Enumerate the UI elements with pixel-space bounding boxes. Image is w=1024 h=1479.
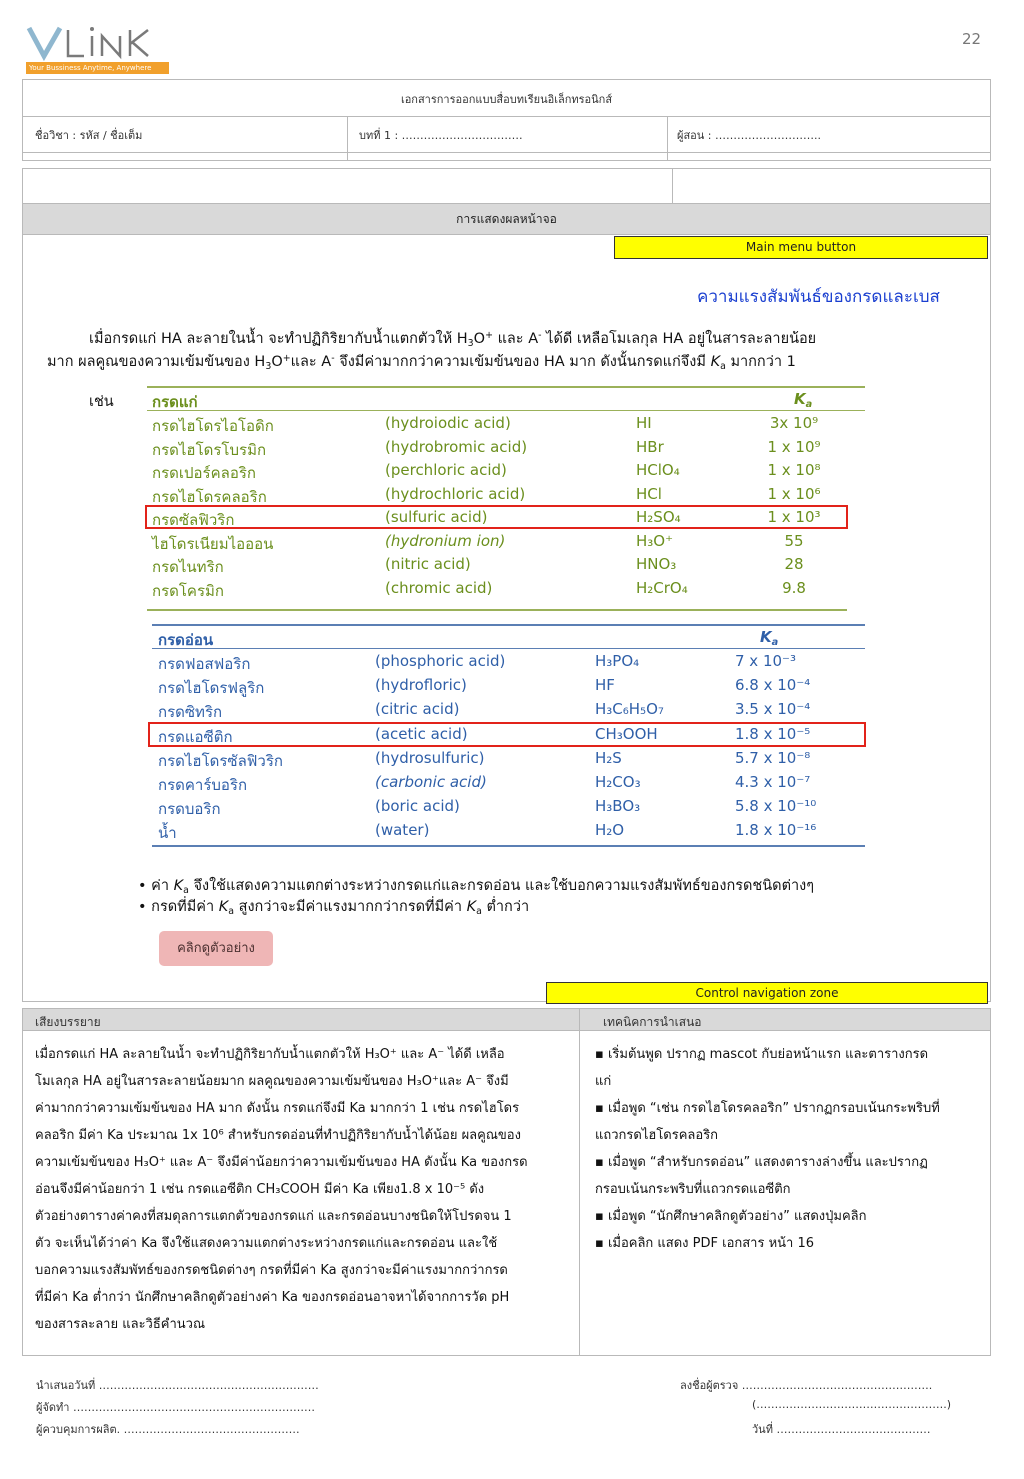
technique-line: ▪ เมื่อพูด “นักศึกษาคลิกดูตัวอย่าง” แสดงปุ่มคลิก: [595, 1209, 867, 1224]
weak-acid-formula: CH₃OOH: [595, 724, 658, 743]
weak-acid-thai-name: กรดบอริก: [158, 800, 221, 819]
strong-acid-ka: 1 x 10³: [767, 508, 821, 526]
strong-acid-thai-name: ไฮโดรเนียมไอออน: [152, 534, 274, 553]
strong-acid-english-name: (nitric acid): [385, 555, 471, 573]
weak-acid-thai-name: กรดแอซีติก: [158, 727, 233, 746]
strong-acid-ka: 3x 10⁹: [769, 414, 819, 432]
strong-acid-formula: H₂SO₄: [636, 508, 681, 526]
bullet-ka-usage: • ค่า $K_a$ จึงใช้แสดงความแตกต่างระหว่างกรดแก่และกรดอ่อน และใช้บอกความแรงสัมพัทธ์ของกรดชนิดต่างๆ: [138, 878, 815, 896]
weak-acid-english-name: (acetic acid): [375, 724, 468, 743]
narration-line: ของสารละลาย และวิธีคำนวณ: [35, 1317, 206, 1332]
strong-acid-header: กรดแก่: [152, 393, 198, 411]
weak-acid-english-name: (hydrofloric): [375, 676, 467, 695]
strong-acid-ka: 1 x 10⁹: [767, 437, 821, 456]
narration-header: เสียงบรรยาย: [35, 1015, 101, 1029]
weak-table-bottom-rule: [152, 845, 865, 847]
footer-producer: ผู้ควบคุมการผลิต. …………………………………………: [36, 1423, 300, 1436]
highlight-box-acetic: [148, 722, 866, 747]
page-title: ความแรงสัมพันธ์ของกรดและเบส: [697, 287, 940, 307]
strong-acid-thai-name: กรดซัลฟิวริก: [152, 511, 235, 529]
weak-acid-formula: H₃C₆H₅O₇: [595, 700, 664, 719]
narration-panel: [22, 1008, 991, 1356]
strong-table-header-rule: [147, 410, 865, 411]
narration-line: ตัว จะเห็นได้ว่าค่า Ka จึงใช้แสดงความแตกต่างระหว่างกรดแก่และกรดอ่อน และใช้: [35, 1236, 498, 1251]
strong-table-top-rule: [147, 386, 865, 388]
weak-acid-ka: 5.7 x 10⁻⁸: [735, 748, 811, 767]
strong-acid-english-name: (hydroiodic acid): [385, 414, 511, 432]
weak-table-header-rule: [152, 648, 865, 649]
narration-line: โมเลกุล HA อยู่ในสารละลายน้อยมาก ผลคูณของความเข้มข้นของ H₃O⁺และ A⁻ จึงมี: [35, 1074, 509, 1089]
strong-acid-english-name: (hydrobromic acid): [385, 437, 528, 456]
vlink-logo-mark: [26, 22, 171, 62]
strong-acid-english-name: (sulfuric acid): [385, 508, 488, 526]
strong-acid-english-name: (hydrochloric acid): [385, 484, 526, 503]
control-navigation-zone[interactable]: Control navigation zone: [546, 982, 988, 1004]
technique-header: เทคนิคการนำเสนอ: [603, 1015, 702, 1029]
weak-acid-thai-name: กรดคาร์บอริก: [158, 776, 248, 794]
instructor-field: ผู้สอน : ………………………..: [677, 129, 821, 142]
strong-table-bottom-rule: [147, 609, 847, 611]
narration-line: คลอริก มีค่า Ka ประมาณ 1x 10⁶ สำหรับกรดอ่อนที่ทำปฏิกิริยากับน้ำได้น้อย ผลคูณของ: [35, 1128, 521, 1143]
weak-acid-english-name: (hydrosulfuric): [375, 748, 485, 767]
weak-acid-ka: 7 x 10⁻³: [735, 652, 796, 670]
technique-line: ▪ เริ่มต้นพูด ปรากฏ mascot กับย่อหน้าแรก และตารางกรด: [595, 1047, 929, 1062]
narration-line: อ่อนจึงมีค่าน้อยกว่า 1 เช่น กรดแอซีติก CH₃COOH มีค่า Ka เพียง1.8 x 10⁻⁵ ดัง: [35, 1182, 485, 1197]
strong-acid-thai-name: กรดไฮโดรคลอริก: [152, 487, 267, 506]
weak-acid-english-name: (water): [375, 821, 430, 840]
weak-acid-formula: H₂O: [595, 821, 625, 840]
strong-acid-ka: 9.8: [782, 578, 806, 597]
footer-signature: ลงชื่อผู้ตรวจ …………………………………………….: [680, 1379, 933, 1392]
narration-line: เมื่อกรดแก่ HA ละลายในน้ำ จะทำปฏิกิริยากับน้ำแตกตัวให้ H₃O⁺ และ A⁻ ได้ดี เหลือ: [35, 1047, 505, 1062]
example-word: เช่น: [89, 394, 114, 410]
strong-acid-formula: HBr: [636, 437, 664, 456]
strong-acid-thai-name: กรดไฮโดรโบรมิก: [152, 440, 267, 459]
weak-acid-ka: 3.5 x 10⁻⁴: [735, 700, 811, 719]
footer-presented-date: นำเสนอวันที่ ……………………………………………………: [36, 1379, 319, 1392]
narration-line: ความเข้มข้นของ H₃O⁺ และ A⁻ จึงมีค่าน้อยกว่าความเข้มข้นของ HA ดังนั้น Ka ของกรด: [35, 1155, 528, 1170]
weak-table-top-rule: [152, 624, 865, 626]
strong-acid-ka: 1 x 10⁸: [767, 461, 821, 479]
narration-line: บอกความแรงสัมพัทธ์ของกรดชนิดต่างๆ กรดที่มีค่า Ka สูงกว่าจะมีค่าแรงมากกว่ากรด: [35, 1263, 508, 1278]
weak-acid-ka: 1.8 x 10⁻⁵: [735, 724, 811, 743]
narration-text: [35, 1041, 528, 1338]
footer-prepared-by: ผู้จัดทำ …………………………………………………………: [36, 1401, 315, 1414]
weak-acid-english-name: (phosphoric acid): [375, 652, 506, 670]
strong-acid-thai-name: กรดไฮโดรไอโอดิก: [152, 417, 274, 435]
weak-acid-ka: 6.8 x 10⁻⁴: [735, 676, 811, 695]
weak-acid-ka: 4.3 x 10⁻⁷: [735, 773, 811, 791]
lesson-field: บทที่ 1 : ……………………………: [359, 129, 523, 142]
vlink-logo: [26, 22, 171, 74]
strong-acid-english-name: (hydronium ion): [385, 531, 506, 550]
screen-section-label: การแสดงผลหน้าจอ: [23, 203, 990, 235]
technique-line: ▪ เมื่อพูด “สำหรับกรดอ่อน” แสดงตารางล่างขึ้น และปรากฏ: [595, 1155, 928, 1170]
strong-acid-formula: HI: [636, 414, 652, 432]
strong-acid-english-name: (perchloric acid): [385, 461, 507, 479]
strong-acid-formula: HCl: [636, 484, 662, 503]
subject-field: ชื่อวิชา : รหัส / ชื่อเต็ม: [35, 129, 143, 142]
weak-acid-thai-name: กรดฟอสฟอริก: [158, 655, 251, 673]
strong-acid-formula: HNO₃: [636, 555, 677, 573]
technique-line: แก่: [595, 1074, 612, 1089]
bullet-ka-strength: • กรดที่มีค่า $K_a$ สูงกว่าจะมีค่าแรงมากกว่ากรดที่มีค่า $K_a$ ต่ำกว่า: [138, 899, 530, 917]
document-header-table: [22, 79, 991, 161]
narration-line: ที่มีค่า Ka ต่ำกว่า นักศึกษาคลิกดูตัวอย่างค่า Ka ของกรดอ่อนอาจหาได้จากการวัด pH: [35, 1290, 510, 1305]
footer-signature-date: วันที่ ……………………………………: [752, 1423, 931, 1436]
footer-signature-name: (…………………………………………….): [752, 1398, 952, 1411]
weak-acid-formula: H₂S: [595, 748, 622, 767]
strong-acid-ka: 28: [784, 555, 804, 573]
main-menu-button[interactable]: Main menu button: [614, 236, 988, 259]
strong-acid-formula: H₂CrO₄: [636, 578, 688, 597]
weak-acid-header: กรดอ่อน: [158, 631, 214, 649]
technique-text: [595, 1041, 940, 1257]
weak-acid-english-name: (citric acid): [375, 700, 460, 719]
weak-ka-header: $K_a$: [760, 628, 779, 648]
weak-acid-formula: H₃BO₃: [595, 797, 641, 816]
example-button[interactable]: คลิกดูตัวอย่าง: [159, 931, 273, 966]
weak-acid-english-name: (boric acid): [375, 797, 460, 816]
strong-acid-formula: H₃O⁺: [636, 531, 674, 550]
narration-line: ตัวอย่างตารางค่าคงที่สมดุลการแตกตัวของกรดแก่ และกรดอ่อนบางชนิดให้โปรดจน 1: [35, 1209, 512, 1224]
strong-acid-english-name: (chromic acid): [385, 578, 493, 597]
strong-acid-thai-name: กรดโครมิก: [152, 581, 224, 600]
doc-title: เอกสารการออกแบบสื่อบทเรียนอิเล็กทรอนิกส์: [400, 93, 613, 106]
logo-tagline: Your Bussiness Anytime, Anywhere: [26, 62, 169, 74]
weak-acid-ka: 1.8 x 10⁻¹⁶: [735, 821, 817, 840]
narration-line: ค่ามากกว่าความเข้มข้นของ HA มาก ดังนั้น กรดแก่จึงมี Ka มากกว่า 1 เช่น กรดไฮโดร: [35, 1101, 520, 1116]
technique-line: ▪ เมื่อพูด “เช่น กรดไฮโดรคลอริก” ปรากฏกรอบเน้นกระพริบที่: [595, 1101, 940, 1116]
strong-ka-header: $K_a$: [794, 390, 813, 410]
strong-acid-formula: HClO₄: [636, 461, 680, 479]
strong-acid-ka: 1 x 10⁶: [767, 484, 821, 503]
highlight-box-sulfuric: [145, 505, 848, 529]
weak-acid-formula: HF: [595, 676, 615, 695]
weak-acid-formula: H₂CO₃: [595, 773, 641, 791]
weak-acid-thai-name: กรดไฮโดรฟลูริก: [158, 679, 265, 698]
weak-acid-english-name: (carbonic acid): [375, 773, 487, 791]
strong-acid-thai-name: กรดไนทริก: [152, 558, 224, 576]
weak-acid-formula: H₃PO₄: [595, 652, 640, 670]
weak-acid-ka: 5.8 x 10⁻¹⁰: [735, 797, 817, 816]
strong-acid-ka: 55: [784, 531, 804, 550]
technique-line: ▪ เมื่อคลิก แสดง PDF เอกสาร หน้า 16: [595, 1236, 815, 1251]
intro-line-1: เมื่อกรดแก่ HA ละลายในน้ำ จะทำปฏิกิริยากับน้ำแตกตัวให้ $H_3O^+$ และ A- ได้ดี เหลือโมเลกุล HA อยู่ในสารละลายน้อย: [89, 329, 817, 349]
weak-acid-thai-name: กรดไฮโดรซัลฟิวริก: [158, 751, 283, 770]
intro-line-2: มาก ผลคูณของความเข้มข้นของ $H_3O^+$และ A- จึงมีค่ามากกว่าความเข้มข้นของ HA มาก ดังนั้นกรดแก่จึงมี $K_a$ มากกว่า 1: [47, 352, 796, 372]
strong-acid-thai-name: กรดเปอร์คลอริก: [152, 464, 256, 482]
page-number: 22: [962, 30, 982, 48]
technique-line: กรอบเน้นกระพริบที่แถวกรดแอซีติก: [595, 1182, 791, 1197]
weak-acid-thai-name: กรดซิทริก: [158, 703, 223, 722]
technique-line: แถวกรดไฮโดรคลอริก: [595, 1128, 719, 1143]
weak-acid-thai-name: น้ำ: [158, 824, 177, 843]
